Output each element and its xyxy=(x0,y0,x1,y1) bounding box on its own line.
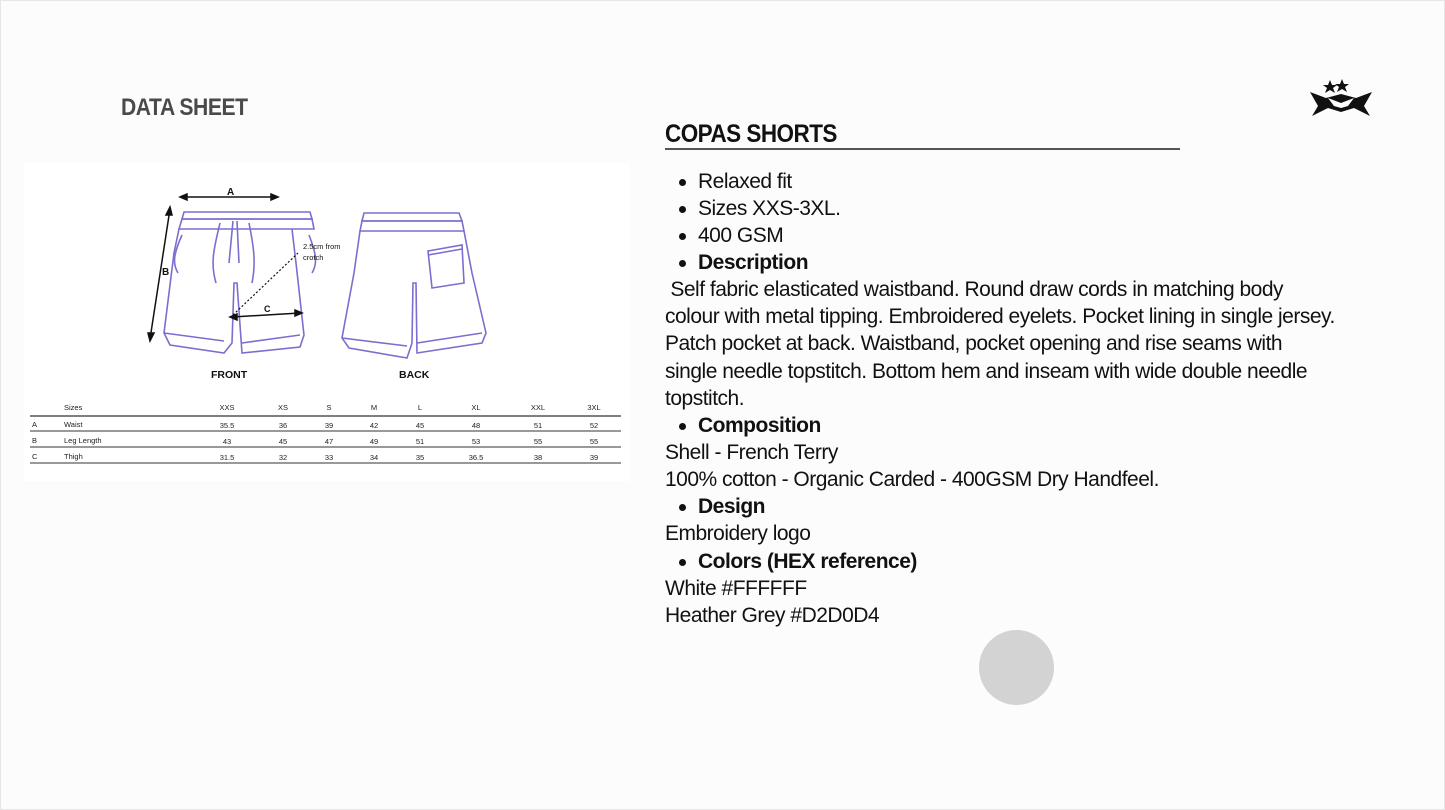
product-title: COPAS SHORTS xyxy=(665,120,1180,150)
table-cell: 52 xyxy=(589,421,599,430)
description-text: Self fabric elasticated waistband. Round draw cords in matching body colour with metal tipping. Embroidered eyelets. Pocket lining in single jersey. Patch pocket at back. Waistband, pocket opening and rise seams with single needle topstitch. Bottom hem and inseam with wide double needle topstitch. xyxy=(665,278,1341,410)
table-cell: 35.5 xyxy=(219,421,235,430)
gray-circle-marker xyxy=(979,630,1054,705)
table-row-name: Leg Length xyxy=(64,436,102,445)
description-heading: Description xyxy=(665,249,1345,276)
table-header-cell: XL xyxy=(471,403,481,412)
color-heather-grey: Heather Grey #D2D0D4 xyxy=(665,603,880,627)
star-crest-logo-icon xyxy=(1308,76,1374,118)
measure-a-label: A xyxy=(227,187,235,198)
crotch-note-line2: crotch xyxy=(303,253,324,262)
table-cell: 32 xyxy=(278,453,288,462)
table-header-cell: L xyxy=(417,403,423,412)
size-table xyxy=(30,403,621,463)
table-cell: 43 xyxy=(222,437,232,446)
back-shorts-sketch xyxy=(342,213,486,358)
front-shorts-sketch xyxy=(164,212,316,353)
table-header-cell: XS xyxy=(277,403,289,412)
table-row-code: B xyxy=(32,436,38,445)
table-cell: 55 xyxy=(533,437,543,446)
product-info xyxy=(665,120,1345,629)
table-cell: 45 xyxy=(278,437,288,446)
table-cell: 42 xyxy=(369,421,379,430)
color-white: White #FFFFFF xyxy=(665,576,807,600)
table-cell: 39 xyxy=(324,421,334,430)
crotch-note-line1: 2.5cm from xyxy=(303,242,341,251)
section-label: DATA SHEET xyxy=(121,94,248,121)
table-cell: 49 xyxy=(369,437,379,446)
table-row-name: Waist xyxy=(64,420,83,429)
table-header-cell: XXL xyxy=(530,403,546,412)
sizes-item: Sizes XXS-3XL. xyxy=(665,195,1345,222)
table-row-code: A xyxy=(32,420,38,429)
measure-c-label: C xyxy=(264,304,271,314)
spec-list xyxy=(665,168,1345,629)
fit-item: Relaxed fit xyxy=(665,168,1345,195)
composition-line-2: 100% cotton - Organic Carded - 400GSM Dry Handfeel. xyxy=(665,468,1159,492)
table-cell: 51 xyxy=(415,437,425,446)
design-text: Embroidery logo xyxy=(665,522,811,546)
composition-line-1: Shell - French Terry xyxy=(665,441,838,465)
design-heading: Design xyxy=(665,493,1345,520)
table-cell: 31.5 xyxy=(219,453,235,462)
table-cell: 51 xyxy=(533,421,543,430)
table-cell: 55 xyxy=(589,437,599,446)
table-cell: 47 xyxy=(324,437,334,446)
table-header-cell: XXS xyxy=(219,403,235,412)
table-cell: 33 xyxy=(324,453,334,462)
table-row-code: C xyxy=(32,452,38,461)
table-header-cell: M xyxy=(370,403,378,412)
table-cell: 35 xyxy=(415,453,425,462)
table-row-name: Thigh xyxy=(64,452,83,461)
weight-item: 400 GSM xyxy=(665,222,1345,249)
table-cell: 39 xyxy=(589,453,599,462)
table-cell: 45 xyxy=(415,421,425,430)
back-label: BACK xyxy=(399,369,430,381)
table-cell: 36.5 xyxy=(468,453,484,462)
table-header-cell: Sizes xyxy=(64,403,83,412)
front-label: FRONT xyxy=(211,369,248,381)
table-cell: 53 xyxy=(471,437,481,446)
table-cell: 36 xyxy=(278,421,288,430)
measure-b-label: B xyxy=(162,267,170,278)
composition-heading: Composition xyxy=(665,412,1345,439)
table-cell: 38 xyxy=(533,453,543,462)
table-cell: 34 xyxy=(369,453,379,462)
colors-heading: Colors (HEX reference) xyxy=(665,548,1345,575)
table-header-cell: 3XL xyxy=(587,403,601,412)
table-cell: 48 xyxy=(471,421,481,430)
table-header-cell: S xyxy=(326,403,332,412)
technical-drawing xyxy=(24,163,630,481)
